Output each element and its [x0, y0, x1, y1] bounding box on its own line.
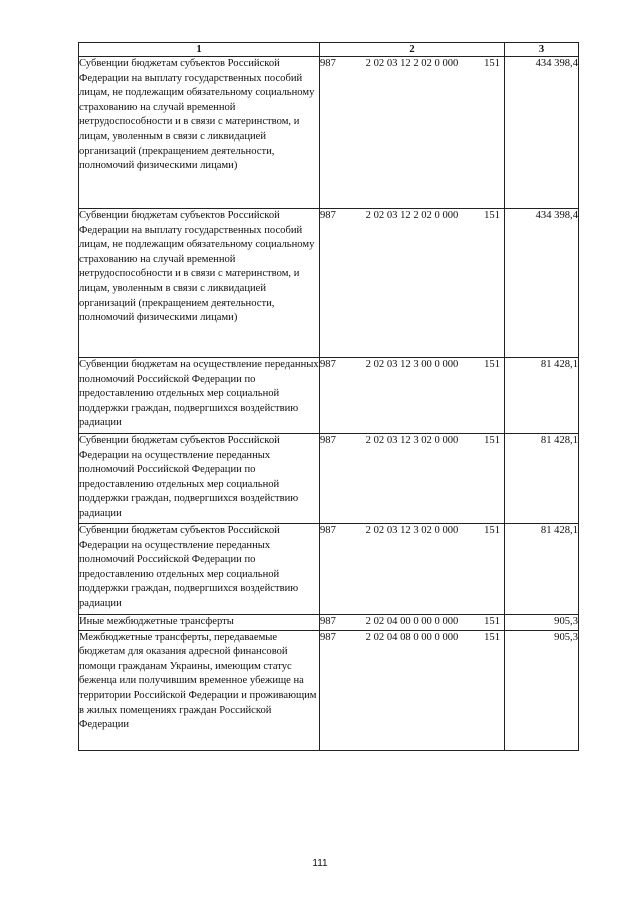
row-codes — [320, 358, 505, 434]
column-header-1: 1 — [79, 43, 320, 57]
revenue-kind-code: 151 — [484, 210, 500, 221]
admin-code: 987 — [320, 435, 336, 446]
row-name: Субвенции бюджетам субъектов Российской Федерации на выплату государственных пособий лицам, не подлежащим обязательному социальному страхованию на случай временной нетрудоспособности и в связи с материнством, и лицам, уволенным в связи с ликвидацией организаций (прекращением деятельности, полномочий физическими лицами) — [79, 209, 320, 358]
table-row — [79, 57, 579, 209]
admin-code: 987 — [320, 210, 336, 221]
revenue-kind-code: 151 — [484, 359, 500, 370]
row-name: Субвенции бюджетам субъектов Российской Федерации на осуществление переданных полномочий Российской Федерации по предоставлению отдельных мер социальной поддержки граждан, подвергшихся воздействию радиации — [79, 524, 320, 615]
admin-code: 987 — [320, 525, 336, 536]
revenue-kind-code: 151 — [484, 616, 500, 627]
header-row — [79, 43, 579, 57]
row-codes — [320, 630, 505, 750]
row-amount: 434 398,4 — [505, 57, 579, 209]
budget-class-code: 2 02 04 08 0 00 0 000 — [365, 631, 459, 643]
table-row — [79, 630, 579, 750]
row-codes — [320, 57, 505, 209]
row-amount: 81 428,1 — [505, 524, 579, 615]
table-row — [79, 524, 579, 615]
budget-class-code: 2 02 03 12 3 02 0 000 — [365, 435, 459, 446]
row-name: Субвенции бюджетам субъектов Российской Федерации на осуществление переданных полномочий Российской Федерации по предоставлению отдельных мер социальной поддержки граждан, подвергшихся воздействию радиации — [79, 434, 320, 524]
row-codes — [320, 434, 505, 524]
admin-code: 987 — [320, 616, 336, 627]
admin-code: 987 — [320, 359, 336, 370]
table-row — [79, 209, 579, 358]
admin-code: 987 — [320, 58, 336, 69]
table-row — [79, 358, 579, 434]
column-header-2: 2 — [320, 43, 505, 57]
revenue-kind-code: 151 — [484, 435, 500, 446]
budget-class-code: 2 02 03 12 2 02 0 000 — [365, 210, 459, 221]
admin-code: 987 — [320, 631, 336, 643]
row-amount: 905,3 — [505, 630, 579, 750]
column-header-3: 3 — [505, 43, 579, 57]
row-name: Иные межбюджетные трансферты — [79, 615, 320, 631]
revenue-kind-code: 151 — [484, 631, 500, 643]
budget-table — [78, 42, 579, 751]
budget-class-code: 2 02 03 12 3 00 0 000 — [365, 359, 459, 370]
revenue-kind-code: 151 — [484, 58, 500, 69]
page-number: 111 — [312, 858, 328, 869]
budget-class-code: 2 02 04 00 0 00 0 000 — [365, 616, 459, 627]
revenue-kind-code: 151 — [484, 525, 500, 536]
table-row — [79, 615, 579, 631]
table-row — [79, 434, 579, 524]
row-codes — [320, 524, 505, 615]
row-codes — [320, 209, 505, 358]
row-name: Межбюджетные трансферты, передаваемые бюджетам для оказания адресной финансовой помощи гражданам Украины, имеющим статус беженца или получившим временное убежище на территории Российской Федерации и проживающим в жилых помещениях граждан Российской Федерации — [79, 630, 320, 750]
row-name: Субвенции бюджетам субъектов Российской Федерации на выплату государственных пособий лицам, не подлежащим обязательному социальному страхованию на случай временной нетрудоспособности и в связи с материнством, и лицам, уволенным в связи с ликвидацией организаций (прекращением деятельности, полномочий физическими лицами) — [79, 57, 320, 209]
row-amount: 905,3 — [505, 615, 579, 631]
budget-class-code: 2 02 03 12 2 02 0 000 — [365, 58, 459, 69]
row-amount: 81 428,1 — [505, 358, 579, 434]
row-amount: 434 398,4 — [505, 209, 579, 358]
row-name: Субвенции бюджетам на осуществление переданных полномочий Российской Федерации по предоставлению отдельных мер социальной поддержки граждан, подвергшихся воздействию радиации — [79, 358, 320, 434]
row-codes — [320, 615, 505, 631]
budget-class-code: 2 02 03 12 3 02 0 000 — [365, 525, 459, 536]
row-amount: 81 428,1 — [505, 434, 579, 524]
